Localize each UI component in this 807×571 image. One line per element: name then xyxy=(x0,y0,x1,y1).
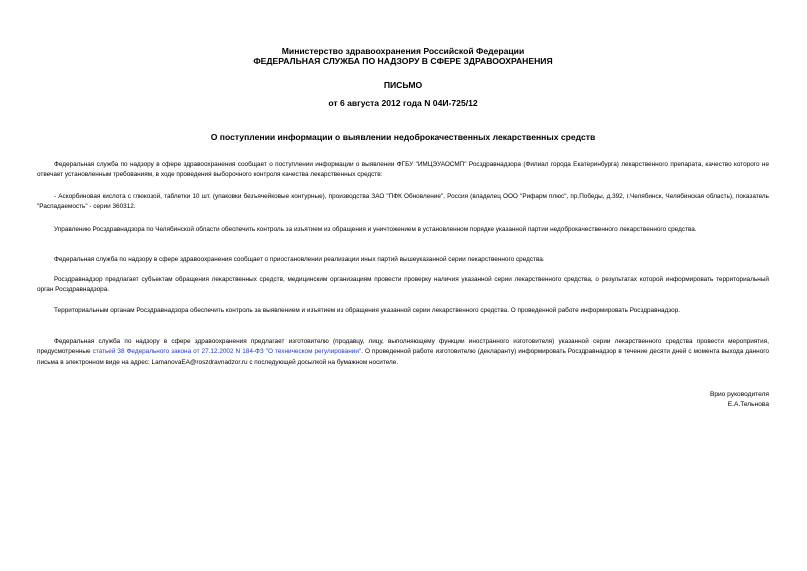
signatory-name: Е.А.Тельнова xyxy=(727,401,769,408)
paragraph-7-text-end: . О проведенной работе изготовителю (декларанту) информировать Росздравнадзор в течение десяти дней с момента выхода данного письма в электронном виде на адрес: LamanovaEA@roszdravnadzor.ru с последующей досылкой на бумажном носителе. xyxy=(37,348,770,366)
paragraph-1: Федеральная служба по надзору в сфере здравоохранения сообщает о поступлении информации о выявлении ФГБУ "ИМЦЭУАОСМП" Росздравнадзора (Филиал города Екатеринбурга) лекарственного препарата, качество которого не отвечает установленным требованиям, в ходе проведения выборочного контроля качества лекарственных средств: xyxy=(37,161,769,179)
signatory-position: Врио руководителя xyxy=(709,391,769,398)
document-title: О поступлении информации о выявлении недоброкачественных лекарственных средств xyxy=(210,132,596,142)
document-date-number: от 6 августа 2012 года N 04И-725/12 xyxy=(328,98,478,108)
paragraph-6: Территориальным органам Росздравнадзора обеспечить контроль за выявлением и изъятием из обращения указанной серии лекарственного средства. О проведенной работе информировать Росздравнадзор. xyxy=(54,307,681,314)
paragraph-2: - Аскорбиновая кислота с глюкозой, таблетки 10 шт. (упаковки безъячейковые контурные), производства ЗАО "ПФК Обновление", Россия (владелец ООО "Рифарм плюс", пр.Победы, д.392, г.Челябинск, Челябинская область), показатель "Распадаемость" - серии 360312. xyxy=(37,193,769,211)
ministry-name: Министерство здравоохранения Российской Федерации xyxy=(281,46,525,56)
document-type: ПИСЬМО xyxy=(383,80,423,90)
paragraph-5: Росздравнадзор предлагает субъектам обращения лекарственных средств, медицинским организациям провести проверку наличия указанной серии лекарственного средства, о результатах которой информировать территориальный орган Росздравнадзора. xyxy=(37,276,769,294)
paragraph-4: Федеральная служба по надзору в сфере здравоохранения сообщает о приостановлении реализации иных партий вышеуказанной серии лекарственного средства. xyxy=(54,256,545,263)
paragraph-7 xyxy=(37,337,769,368)
service-name: ФЕДЕРАЛЬНАЯ СЛУЖБА ПО НАДЗОРУ В СФЕРЕ ЗДРАВООХРАНЕНИЯ xyxy=(253,56,553,66)
document-page xyxy=(37,0,769,571)
law-reference-link[interactable]: статьей 38 Федерального закона от 27.12.2002 N 184-ФЗ "О техническом регулировании" xyxy=(92,348,362,356)
paragraph-7-text-start: Федеральная служба по надзору в сфере здравоохранения предлагает изготовителю (продавцу, лицу, выполняющему функции иностранного изготовителя) указанной серии лекарственного средства провести мероприятия, предусмотренные xyxy=(37,338,769,356)
paragraph-3: Управлению Росздравнадзора по Челябинской области обеспечить контроль за изъятием из обращения и уничтожением в установленном порядке указанной партии недоброкачественного лекарственного средства. xyxy=(54,226,697,233)
